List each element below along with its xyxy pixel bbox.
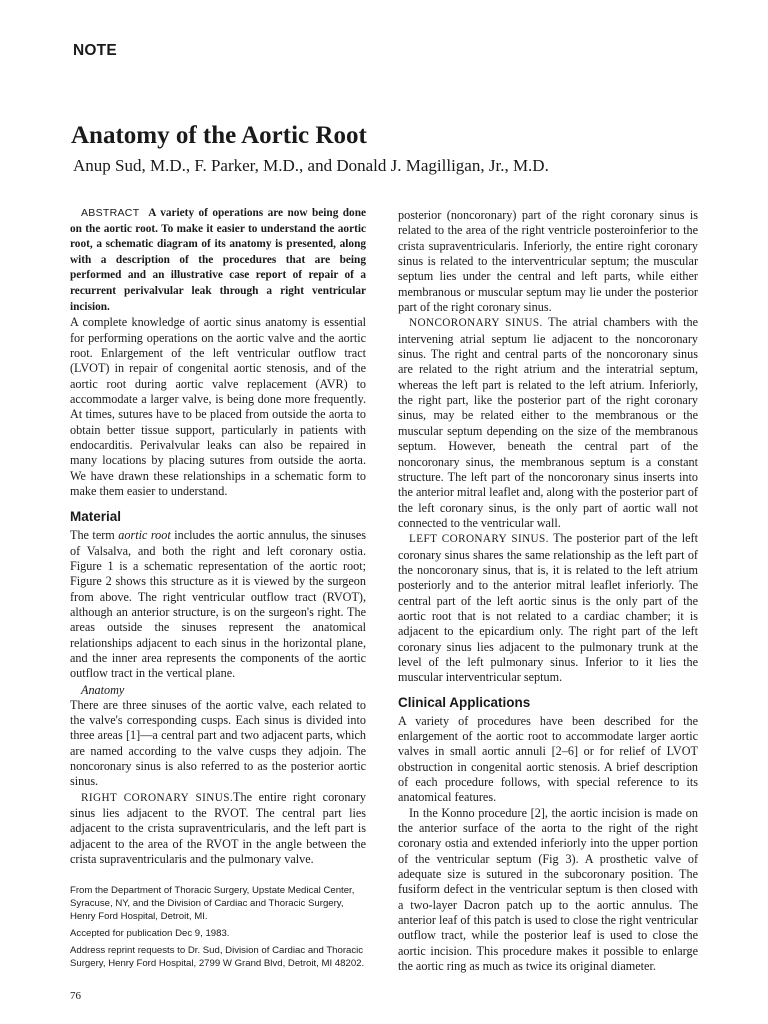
article-title: Anatomy of the Aortic Root (71, 122, 367, 149)
material-term: aortic root (118, 528, 171, 543)
anatomy-heading: Anatomy (81, 682, 125, 697)
footnote-reprints: Address reprint requests to Dr. Sud, Division of Cardiac and Thoracic Surgery, Henry Ford Hospital, 2799 W Grand Blvd, Detroit, MI 48202. (70, 944, 365, 969)
material-paragraph (70, 528, 366, 681)
article-authors: Anup Sud, M.D., F. Parker, M.D., and Donald J. Magilligan, Jr., M.D. (73, 156, 549, 175)
abstract-label: ABSTRACT (81, 207, 140, 219)
section-label: NOTE (73, 42, 117, 59)
material-text-after: includes the aortic annulus, the sinuses of Valsalva, and both the right and left coronary ostia. Figure 1 is a schematic representation of the aortic root; Figure 2 shows this structure as it is viewed by the surgeon from above. The right ventricular outflow tract (RVOT), although an anterior structure, is on the surgeon's right. The areas outside the sinuses represent the anatomical relationships adjacent to each sinus in the horizontal plane, and the inner area represents the components of the aortic outflow tract in the vertical plane. (70, 528, 366, 681)
footnote-affiliation: From the Department of Thoracic Surgery, Upstate Medical Center, Syracuse, NY, and the Division of Cardiac and Thoracic Surgery, Henry Ford Hospital, Detroit, MI. (70, 884, 355, 922)
footnotes (70, 884, 366, 970)
noncoronary-label: NONCORONARY SINUS. (409, 317, 543, 330)
page-number: 76 (70, 990, 81, 1002)
noncoronary-text: The atrial chambers with the intervening atrial septum lie adjacent to the noncoronary sinus. The right and central parts of the noncoronary sinus are related to the right atrium and the interatrial septum, whereas the left part is related to the left atrium. Inferiorly, the right part, like the posterior part of the right coronary sinus, may be related either to the membranous or the muscular septum depending on the size of the membranous septum. However, beneath the central part of the noncoronary sinus, the membranous septum is a constant structure. The left part of the noncoronary sinus inserts into the anterior mitral leaflet and, along with the posterior part of the left coronary sinus, is the only part of aortic wall not connected to the ventricular wall. (398, 315, 698, 530)
right-sinus-paragraph (70, 790, 366, 868)
clinical-paragraph-1: A variety of procedures have been described for the enlargement of the aortic root to accommodate larger aortic valves in small aortic annuli [2–6] or for relief of LVOT obstruction in congenital aortic stenosis. A brief description of each procedure follows, with special reference to its anatomical features. (398, 713, 698, 805)
right-sinus-label: RIGHT CORONARY SINUS. (81, 791, 234, 804)
left-sinus-paragraph (398, 531, 698, 685)
right-column (398, 208, 698, 975)
abstract-text: A variety of operations are now being done on the aortic root. To make it easier to understand the aortic root, a schematic diagram of its anatomy is presented, along with a description of the procedures that are being performed and an illustrative case report of repair of a recurrent perivalvular leak through a right ventricular incision. (70, 207, 366, 313)
right-sinus-text-a: The entire right coronary sinus lies adjacent to the RVOT. The central part lies adjacent to the crista supraventricularis, and the left part is adjacent to the area of the RVOT in the angle between the crista supraventricularis and the pulmonary valve. (70, 789, 366, 867)
abstract (70, 206, 366, 315)
right-sinus-continuation: posterior (noncoronary) part of the right coronary sinus is related to the area of the right ventricle posteroinferior to the crista supraventricularis. Inferiorly, the entire right coronary sinus is related to the interventricular septum; the muscular septum lies under the central and left parts, while either membranous or muscular septum may lie under the posterior part of the right coronary sinus. (398, 208, 698, 315)
left-sinus-label: LEFT CORONARY SINUS. (409, 533, 549, 546)
material-text-before: The term (70, 528, 119, 543)
left-sinus-text: The posterior part of the left coronary sinus shares the same relationship as the left part of the noncoronary sinus, that is, it is related to the left atrium posteriorly and to the anterior mitral leaflet inferiorly. The central part of the left aortic sinus is the only part of the aortic root that is not related to a cardiac chamber; it is adjacent to the epicardium only. The right part of the left coronary sinus lies adjacent to the pulmonary trunk at the level of the left pulmonary sinus. Inferior to it lies the muscular interventricular septum. (398, 531, 698, 685)
left-column (70, 206, 366, 974)
intro-paragraph: A complete knowledge of aortic sinus anatomy is essential for performing operations on the aortic valve and the aortic root. Enlargement of the left ventricular outflow tract (LVOT) in repair of congenital aortic stenosis, and of the aortic root during aortic valve replacement (AVR) to accommodate a larger valve, is being done more frequently. At times, sutures have to be placed from outside the aorta to obtain better tissue support, particularly in patients with endocarditis. Perivalvular leaks can also be repaired in many locations by placing sutures from outside the aorta. We have drawn these relationships in a schematic form to make them easier to understand. (70, 315, 366, 498)
clinical-heading: Clinical Applications (398, 694, 531, 710)
clinical-paragraph-2: In the Konno procedure [2], the aortic incision is made on the anterior surface of the aorta to the right of the right coronary ostia and extended inferiorly into the upper portion of the ventricular septum (Fig 3). A prosthetic valve of adequate size is sutured in the subcoronary position. The fusiform defect in the ventricular septum is then closed with a two-layer Dacron patch up to the aortic annulus. The anterior leaf of this patch is used to close the right ventricular outflow tract, while the posterior leaf is used to close the aortic incision. This procedure makes it possible to enlarge the aortic ring as much as twice its original diameter. (398, 805, 698, 974)
anatomy-paragraph: There are three sinuses of the aortic valve, each related to the valve's corresponding cusps. Each sinus is divided into three areas [1]—a central part and two adjacent parts, which are named according to the valve cusps they adjoin. The noncoronary sinus is also referred to as the posterior aortic sinus. (70, 697, 366, 789)
noncoronary-paragraph (398, 315, 698, 531)
material-heading: Material (70, 509, 122, 525)
footnote-accepted: Accepted for publication Dec 9, 1983. (70, 927, 230, 939)
